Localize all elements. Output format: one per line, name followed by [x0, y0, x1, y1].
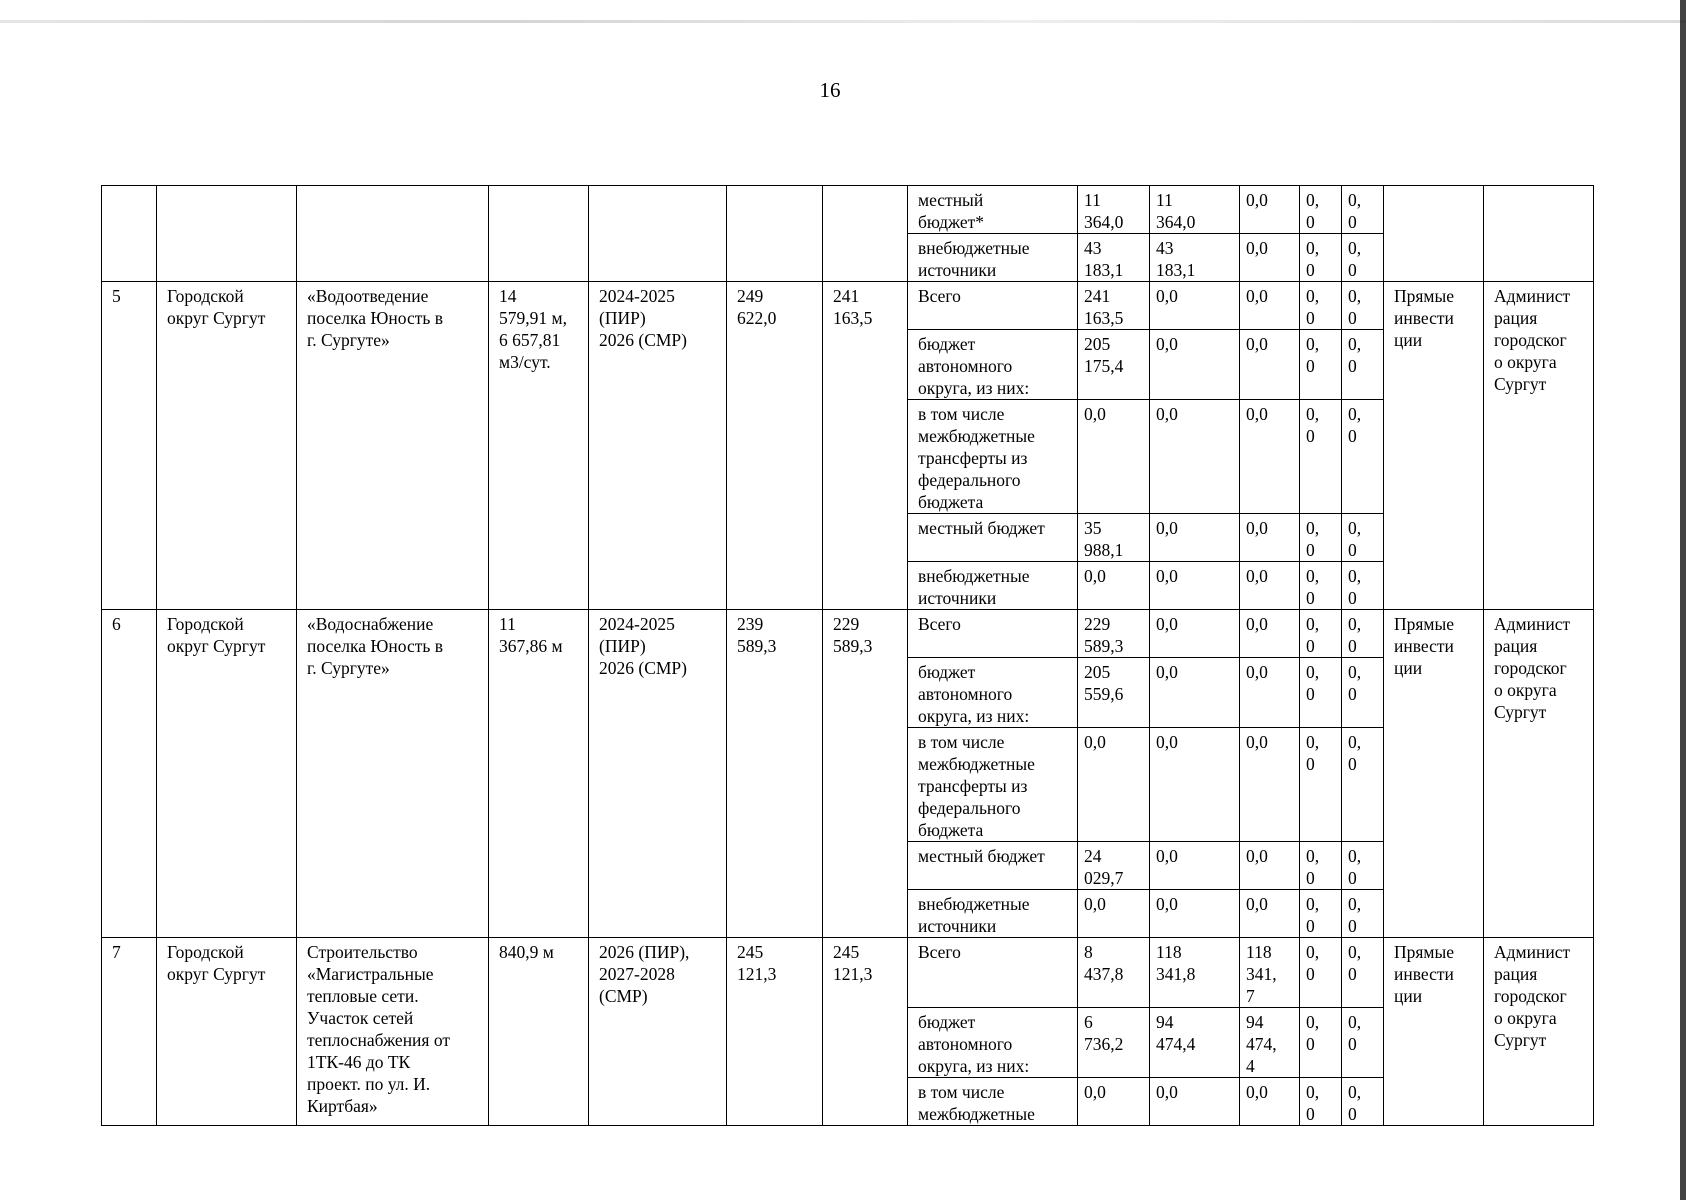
cell-v3: 0,0 — [1240, 890, 1300, 938]
cell-source: бюджет автономного округа, из них: — [908, 658, 1078, 728]
cell-v3: 0,0 — [1240, 234, 1300, 282]
cell-v1: 0,0 — [1078, 1078, 1150, 1126]
cell-v2: 0,0 — [1150, 890, 1240, 938]
cell-mechanism: Прямые инвести ции — [1384, 610, 1484, 938]
table-row — [102, 610, 1594, 658]
cell-mechanism — [1384, 186, 1484, 282]
page-number: 16 — [819, 78, 841, 102]
cell-period — [589, 186, 727, 282]
cell-v4: 0, 0 — [1300, 842, 1342, 890]
cell-v1: 205 175,4 — [1078, 330, 1150, 400]
cell-source: местный бюджет — [908, 842, 1078, 890]
cell-v5: 0, 0 — [1342, 1008, 1384, 1078]
cell-v5: 0, 0 — [1342, 234, 1384, 282]
cell-source: внебюджетные источники — [908, 234, 1078, 282]
cell-customer: Админист рация городског о округа Сургут — [1484, 282, 1594, 610]
cell-cost: 249 622,0 — [727, 282, 823, 610]
cell-v4: 0, 0 — [1300, 234, 1342, 282]
cell-v5: 0, 0 — [1342, 610, 1384, 658]
cell-v2: 0,0 — [1150, 282, 1240, 330]
cell-v2: 0,0 — [1150, 842, 1240, 890]
cell-v5: 0, 0 — [1342, 514, 1384, 562]
cell-v4: 0, 0 — [1300, 330, 1342, 400]
cell-mechanism: Прямые инвести ции — [1384, 938, 1484, 1126]
cell-v1: 0,0 — [1078, 400, 1150, 514]
cell-customer: Админист рация городског о округа Сургут — [1484, 938, 1594, 1126]
cell-v3: 0,0 — [1240, 186, 1300, 234]
cell-v5: 0, 0 — [1342, 842, 1384, 890]
cell-source: в том числе межбюджетные — [908, 1078, 1078, 1126]
cell-v1: 241 163,5 — [1078, 282, 1150, 330]
cell-v4: 0, 0 — [1300, 890, 1342, 938]
cell-source: в том числе межбюджетные трансферты из федерального бюджета — [908, 728, 1078, 842]
cell-v2: 0,0 — [1150, 562, 1240, 610]
cell-v4: 0, 0 — [1300, 514, 1342, 562]
cell-v1: 0,0 — [1078, 728, 1150, 842]
cell-v5: 0, 0 — [1342, 658, 1384, 728]
cell-source: Всего — [908, 938, 1078, 1008]
table-row — [102, 186, 1594, 234]
cell-v1: 229 589,3 — [1078, 610, 1150, 658]
cell-v5: 0, 0 — [1342, 186, 1384, 234]
cell-num: 7 — [102, 938, 157, 1126]
cell-name: Строительство «Магистральные тепловые сети. Участок сетей теплоснабжения от 1ТК-46 до ТК проект. по ул. И. Киртбая» — [297, 938, 489, 1126]
cell-v4: 0, 0 — [1300, 562, 1342, 610]
cell-v2: 11 364,0 — [1150, 186, 1240, 234]
cell-period: 2026 (ПИР), 2027-2028 (СМР) — [589, 938, 727, 1126]
table-row — [102, 282, 1594, 330]
cell-source: местный бюджет* — [908, 186, 1078, 234]
cell-num: 6 — [102, 610, 157, 938]
cell-customer — [1484, 186, 1594, 282]
cell-municipality — [157, 186, 297, 282]
cell-name: «Водоснабжение поселка Юность в г. Сургуте» — [297, 610, 489, 938]
cell-v1: 205 559,6 — [1078, 658, 1150, 728]
cell-capacity: 14 579,91 м, 6 657,81 м3/сут. — [489, 282, 589, 610]
cell-v3: 0,0 — [1240, 282, 1300, 330]
cell-v2: 0,0 — [1150, 1078, 1240, 1126]
cell-cost — [727, 186, 823, 282]
cell-customer: Админист рация городског о округа Сургут — [1484, 610, 1594, 938]
cell-source: бюджет автономного округа, из них: — [908, 1008, 1078, 1078]
cell-v1: 0,0 — [1078, 890, 1150, 938]
cell-v5: 0, 0 — [1342, 890, 1384, 938]
cell-remaining — [823, 186, 908, 282]
cell-v3: 94 474, 4 — [1240, 1008, 1300, 1078]
cell-source: внебюджетные источники — [908, 562, 1078, 610]
cell-v4: 0, 0 — [1300, 282, 1342, 330]
cell-v1: 11 364,0 — [1078, 186, 1150, 234]
cell-v4: 0, 0 — [1300, 400, 1342, 514]
cell-v2: 118 341,8 — [1150, 938, 1240, 1008]
cell-municipality: Городской округ Сургут — [157, 282, 297, 610]
cell-v3: 0,0 — [1240, 728, 1300, 842]
cell-num — [102, 186, 157, 282]
investment-table — [101, 185, 1594, 1126]
cell-source: Всего — [908, 282, 1078, 330]
cell-remaining: 245 121,3 — [823, 938, 908, 1126]
cell-v2: 0,0 — [1150, 514, 1240, 562]
cell-v5: 0, 0 — [1342, 1078, 1384, 1126]
cell-v5: 0, 0 — [1342, 938, 1384, 1008]
cell-v5: 0, 0 — [1342, 400, 1384, 514]
table-row — [102, 938, 1594, 1008]
cell-v3: 118 341, 7 — [1240, 938, 1300, 1008]
cell-period: 2024-2025 (ПИР) 2026 (СМР) — [589, 610, 727, 938]
cell-period: 2024-2025 (ПИР) 2026 (СМР) — [589, 282, 727, 610]
cell-v3: 0,0 — [1240, 514, 1300, 562]
cell-v3: 0,0 — [1240, 400, 1300, 514]
cell-v1: 24 029,7 — [1078, 842, 1150, 890]
cell-remaining: 229 589,3 — [823, 610, 908, 938]
cell-municipality: Городской округ Сургут — [157, 610, 297, 938]
cell-v2: 0,0 — [1150, 728, 1240, 842]
cell-capacity: 11 367,86 м — [489, 610, 589, 938]
cell-v1: 6 736,2 — [1078, 1008, 1150, 1078]
cell-v3: 0,0 — [1240, 562, 1300, 610]
cell-source: внебюджетные источники — [908, 890, 1078, 938]
cell-source: бюджет автономного округа, из них: — [908, 330, 1078, 400]
cell-name: «Водоотведение поселка Юность в г. Сургуте» — [297, 282, 489, 610]
cell-mechanism: Прямые инвести ции — [1384, 282, 1484, 610]
cell-v3: 0,0 — [1240, 658, 1300, 728]
cell-v3: 0,0 — [1240, 1078, 1300, 1126]
cell-v4: 0, 0 — [1300, 610, 1342, 658]
cell-v1: 8 437,8 — [1078, 938, 1150, 1008]
cell-v5: 0, 0 — [1342, 562, 1384, 610]
cell-v3: 0,0 — [1240, 842, 1300, 890]
cell-v1: 43 183,1 — [1078, 234, 1150, 282]
cell-source: в том числе межбюджетные трансферты из федерального бюджета — [908, 400, 1078, 514]
cell-v2: 43 183,1 — [1150, 234, 1240, 282]
cell-v4: 0, 0 — [1300, 938, 1342, 1008]
cell-v4: 0, 0 — [1300, 1078, 1342, 1126]
cell-v2: 94 474,4 — [1150, 1008, 1240, 1078]
cell-municipality: Городской округ Сургут — [157, 938, 297, 1126]
cell-v3: 0,0 — [1240, 330, 1300, 400]
cell-v4: 0, 0 — [1300, 186, 1342, 234]
cell-v5: 0, 0 — [1342, 728, 1384, 842]
cell-source: местный бюджет — [908, 514, 1078, 562]
cell-v2: 0,0 — [1150, 658, 1240, 728]
cell-v4: 0, 0 — [1300, 728, 1342, 842]
cell-v5: 0, 0 — [1342, 330, 1384, 400]
cell-v3: 0,0 — [1240, 610, 1300, 658]
cell-v1: 0,0 — [1078, 562, 1150, 610]
cell-v2: 0,0 — [1150, 610, 1240, 658]
cell-v1: 35 988,1 — [1078, 514, 1150, 562]
cell-remaining: 241 163,5 — [823, 282, 908, 610]
cell-v4: 0, 0 — [1300, 1008, 1342, 1078]
cell-capacity: 840,9 м — [489, 938, 589, 1126]
cell-v2: 0,0 — [1150, 330, 1240, 400]
cell-capacity — [489, 186, 589, 282]
cell-v2: 0,0 — [1150, 400, 1240, 514]
cell-source: Всего — [908, 610, 1078, 658]
cell-name — [297, 186, 489, 282]
scan-edge — [1680, 0, 1686, 1200]
cell-num: 5 — [102, 282, 157, 610]
cell-v5: 0, 0 — [1342, 282, 1384, 330]
scan-artifact — [0, 20, 1686, 23]
cell-cost: 239 589,3 — [727, 610, 823, 938]
cell-cost: 245 121,3 — [727, 938, 823, 1126]
cell-v4: 0, 0 — [1300, 658, 1342, 728]
